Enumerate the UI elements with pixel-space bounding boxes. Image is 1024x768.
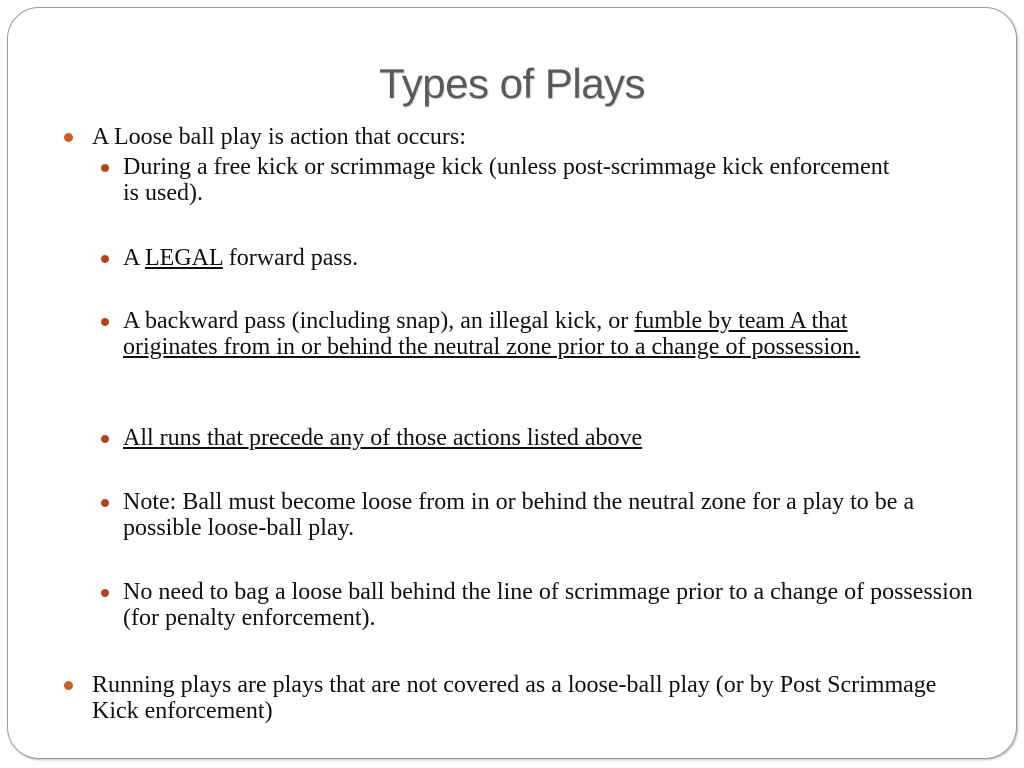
bullet-text-underlined: All runs that precede any of those actions listed above [123, 425, 643, 451]
slide-title: Types of Plays [378, 60, 646, 107]
bullet-dot-icon [101, 164, 109, 172]
bullet-item [92, 124, 972, 150]
sub-bullet-item [123, 579, 973, 631]
bullet-text-prefix: A backward pass (including snap), an illegal kick, or [123, 308, 635, 334]
bullet-dot-icon [101, 255, 109, 263]
sub-bullet-item [123, 245, 983, 271]
bullet-text: A Loose ball play is action that occurs: [92, 124, 466, 150]
bullet-dot-icon [64, 133, 73, 142]
sub-bullet-item [123, 425, 983, 451]
bullet-text: Note: Ball must become loose from in or behind the neutral zone for a play to be a possible loose-ball play. [123, 489, 915, 541]
bullet-dot-icon [101, 499, 109, 507]
bullet-item [92, 672, 952, 724]
slide-body [8, 8, 1016, 758]
bullet-text: Running plays are plays that are not covered as a loose-ball play (or by Post Scrimmage Kick enforcement) [92, 672, 937, 724]
bullet-text-prefix: A [123, 245, 146, 271]
sub-bullet-item [123, 154, 903, 206]
bullet-dot-icon [64, 681, 73, 690]
bullet-dot-icon [101, 435, 109, 443]
bullet-text: No need to bag a loose ball behind the line of scrimmage prior to a change of possession (for penalty enforcement). [123, 579, 973, 631]
bullet-dot-icon [101, 589, 109, 597]
bullet-text: During a free kick or scrimmage kick (unless post-scrimmage kick enforcement is used). [123, 154, 890, 206]
bullet-text-underlined: fumble by team A that originates from in or behind the neutral zone prior to a change of possession. [123, 308, 861, 360]
slide [7, 7, 1017, 759]
bullet-text-suffix: forward pass. [222, 245, 359, 271]
bullet-text-underlined: LEGAL [145, 245, 223, 271]
sub-bullet-item [123, 308, 933, 360]
sub-bullet-item [123, 489, 933, 541]
bullet-dot-icon [101, 318, 109, 326]
